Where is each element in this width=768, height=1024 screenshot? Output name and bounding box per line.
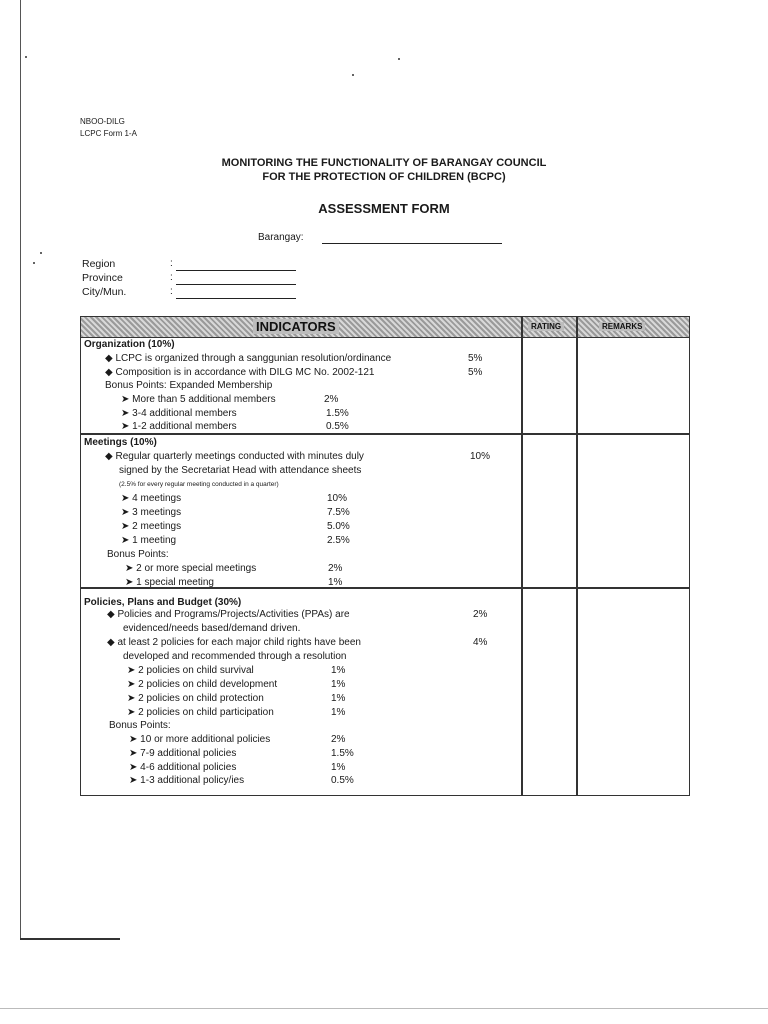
region-field[interactable] <box>176 270 296 271</box>
list-item: ➤ 2 policies on child development <box>127 679 278 690</box>
list-item: ➤ 4-6 additional policies <box>129 762 237 773</box>
list-item: ➤ 3-4 additional members <box>121 408 237 419</box>
list-item: ➤ 1-3 additional policy/ies <box>129 775 245 786</box>
item-percent: 5% <box>468 367 483 378</box>
item-percent: 1% <box>331 679 346 690</box>
title-line-2: FOR THE PROTECTION OF CHILDREN (BCPC) <box>262 171 506 183</box>
form-subtitle: ASSESSMENT FORM <box>318 201 450 216</box>
header-indicators: INDICATORS <box>253 319 339 334</box>
form-code-agency: NBOO-DILG <box>80 117 125 126</box>
list-item: ➤ 1-2 additional members <box>121 421 237 432</box>
province-field[interactable] <box>176 284 296 285</box>
item-percent: 2% <box>328 563 343 574</box>
item-percent: 0.5% <box>326 421 349 432</box>
list-item: ◆ at least 2 policies for each major child rights have been <box>107 637 361 648</box>
header-remarks: REMARKS <box>599 322 645 331</box>
city-colon: : <box>170 286 173 297</box>
item-percent: 5% <box>468 353 483 364</box>
form-code <box>80 116 137 140</box>
item-percent: 5.0% <box>327 521 350 532</box>
list-item: ➤ 4 meetings <box>121 493 182 504</box>
divider-remarks <box>576 317 578 795</box>
list-item: ➤ 7-9 additional policies <box>129 748 237 759</box>
item-percent: 1% <box>331 707 346 718</box>
item-percent: 0.5% <box>331 775 354 786</box>
list-item-continued: signed by the Secretariat Head with attendance sheets <box>119 465 362 476</box>
section-meetings-title: Meetings (10%) <box>84 437 157 448</box>
list-item: ➤ 2 policies on child survival <box>127 665 254 676</box>
list-item: ➤ 2 meetings <box>121 521 182 532</box>
bonus-label: Bonus Points: <box>107 549 169 560</box>
scan-foot-line <box>20 938 120 940</box>
item-percent: 1% <box>328 577 343 588</box>
list-item: ➤ 1 special meeting <box>125 577 214 588</box>
barangay-field[interactable] <box>322 243 502 244</box>
region-colon: : <box>170 258 173 269</box>
item-percent: 1% <box>331 762 346 773</box>
item-percent: 2% <box>473 609 488 620</box>
province-colon: : <box>170 272 173 283</box>
list-item-continued: evidenced/needs based/demand driven. <box>123 623 301 634</box>
scan-bottom-line <box>0 1008 768 1009</box>
bonus-label: Bonus Points: <box>109 720 171 731</box>
title-line-1: MONITORING THE FUNCTIONALITY OF BARANGAY COUNCIL <box>221 157 547 169</box>
scan-speck <box>398 58 400 60</box>
item-percent: 1% <box>331 693 346 704</box>
scan-speck <box>40 252 42 254</box>
list-item: ➤ 2 policies on child protection <box>127 693 264 704</box>
scan-speck <box>33 262 35 264</box>
city-label: City/Mun. <box>82 286 127 298</box>
list-item: ◆ Composition is in accordance with DILG MC No. 2002-121 <box>105 367 375 378</box>
list-item: ◆ LCPC is organized through a sanggunian resolution/ordinance <box>105 353 392 364</box>
region-label: Region <box>82 258 116 270</box>
barangay-label: Barangay: <box>258 232 304 243</box>
city-field[interactable] <box>176 298 296 299</box>
form-code-number: LCPC Form 1-A <box>80 129 137 138</box>
section-policies-title: Policies, Plans and Budget (30%) <box>84 597 242 608</box>
list-item: ➤ 10 or more additional policies <box>129 734 271 745</box>
item-percent: 1.5% <box>326 408 349 419</box>
meetings-note: (2.5% for every regular meeting conducted in a quarter) <box>119 481 279 488</box>
assessment-table <box>80 316 690 796</box>
list-item: ◆ Policies and Programs/Projects/Activities (PPAs) are <box>107 609 350 620</box>
section-divider <box>81 433 689 435</box>
item-percent: 2% <box>324 394 339 405</box>
divider-rating <box>521 317 523 795</box>
list-item: ➤ More than 5 additional members <box>121 394 276 405</box>
list-item: ➤ 1 meeting <box>121 535 177 546</box>
page-title <box>0 156 768 184</box>
item-percent: 1.5% <box>331 748 354 759</box>
item-percent: 4% <box>473 637 488 648</box>
item-percent: 1% <box>331 665 346 676</box>
item-percent: 10% <box>470 451 491 462</box>
header-rating: RATING <box>528 322 564 331</box>
scan-speck <box>352 74 354 76</box>
list-item: ◆ Regular quarterly meetings conducted with minutes duly <box>105 451 364 462</box>
province-label: Province <box>82 272 123 284</box>
item-percent: 7.5% <box>327 507 350 518</box>
scan-speck <box>25 56 27 58</box>
section-organization-title: Organization (10%) <box>84 339 175 350</box>
item-percent: 10% <box>327 493 348 504</box>
table-header <box>81 317 689 338</box>
item-percent: 2.5% <box>327 535 350 546</box>
bonus-label: Bonus Points: Expanded Membership <box>105 380 273 391</box>
list-item: ➤ 2 or more special meetings <box>125 563 257 574</box>
item-percent: 2% <box>331 734 346 745</box>
list-item: ➤ 3 meetings <box>121 507 182 518</box>
scan-edge-line <box>20 0 21 940</box>
list-item: ➤ 2 policies on child participation <box>127 707 274 718</box>
list-item-continued: developed and recommended through a resolution <box>123 651 347 662</box>
